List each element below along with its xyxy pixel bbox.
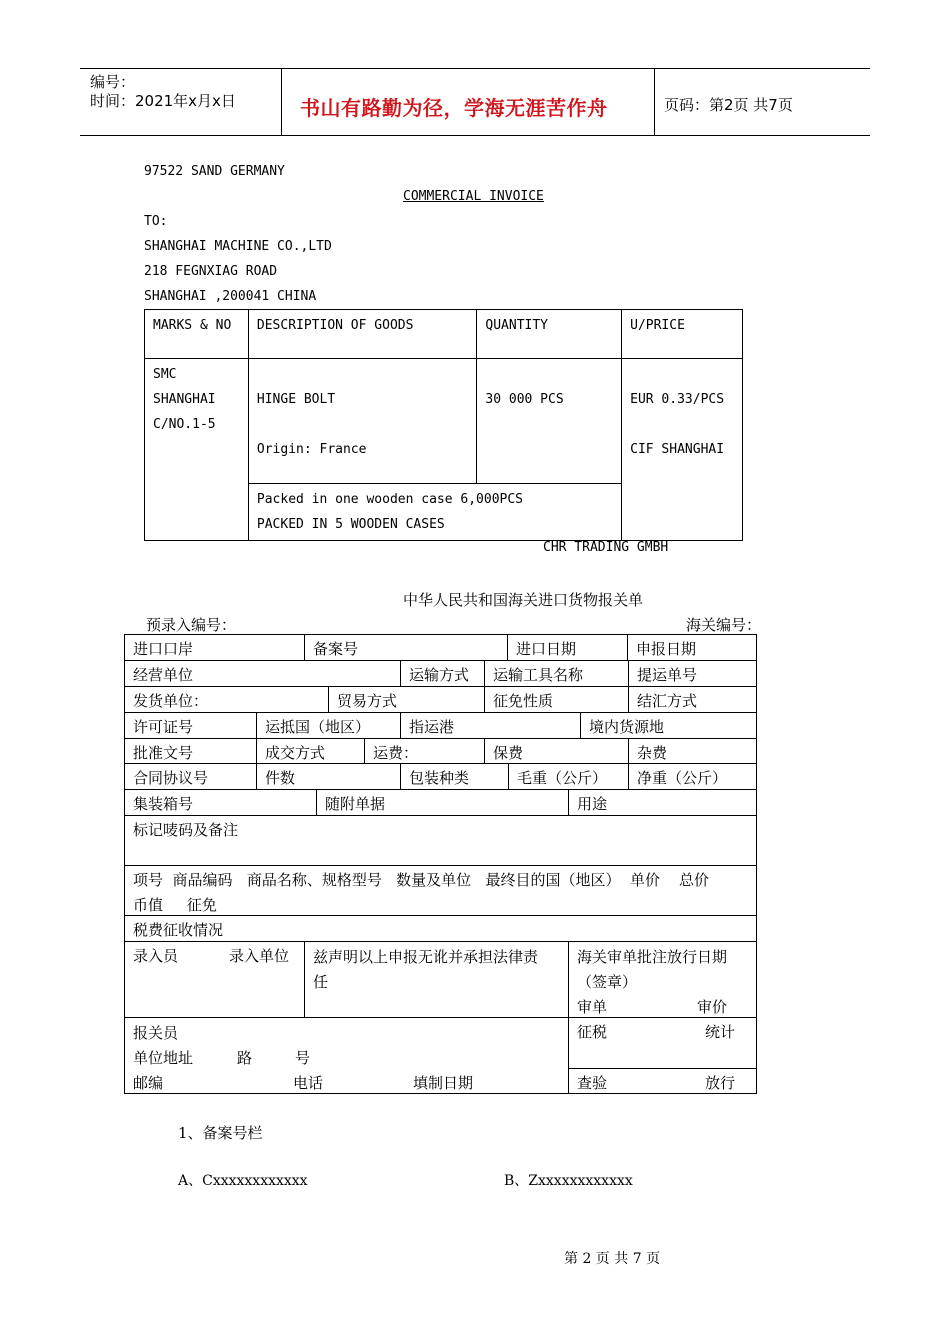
form-field-label: 备案号 [313, 640, 359, 658]
column-header-price: U/PRICE [622, 310, 743, 359]
form-field-label: 成交方式 [265, 744, 326, 762]
goods-description: HINGE BOLT [256, 392, 336, 407]
customs-number-label: 海关编号： [686, 616, 762, 634]
pre-entry-number-label: 预录入编号： [146, 616, 237, 634]
form-field-label: 合同协议号 [133, 769, 209, 787]
column-header-marks: MARKS & NO [145, 310, 249, 359]
form-row [124, 634, 757, 660]
form-field-label: 进口日期 [516, 640, 577, 658]
marks-line: C/NO.1-5 [153, 417, 216, 432]
form-field-label: 运输方式 [409, 666, 470, 684]
number-label: 号 [295, 1049, 311, 1067]
items-header-2: 币值 征免 [133, 896, 217, 914]
header-divider [654, 69, 655, 136]
form-field-label: 毛重（公斤） [517, 769, 608, 787]
column-header-quantity: QUANTITY [477, 310, 622, 359]
declarant-block [125, 1018, 474, 1093]
question-label: 1、备案号栏 [178, 1124, 263, 1142]
form-row [124, 789, 757, 815]
header-motto: 书山有路勤为径，学海无涯苦作舟 [300, 96, 608, 120]
form-field-label: 运输工具名称 [493, 666, 584, 684]
form-field-label: 包装种类 [409, 769, 470, 787]
form-field-label: 集装箱号 [133, 795, 194, 813]
option-a: A、Cxxxxxxxxxxxx [178, 1173, 308, 1189]
price-review-label: 审价 [697, 998, 728, 1016]
phone-label: 电话 [293, 1074, 324, 1092]
items-header: 项号 商品编码 商品名称、规格型号 数量及单位 最终目的国（地区） 单价 总价 [133, 871, 710, 889]
form-field-label: 经营单位 [133, 666, 194, 684]
form-row-tax [124, 915, 757, 941]
page-indicator: 页码：第2页 共7页 [664, 96, 793, 114]
tax-levy-cell [569, 1018, 736, 1068]
invoice-signatory: CHR TRADING GMBH [543, 540, 669, 555]
form-field-label: 进口口岸 [133, 640, 194, 658]
road-label: 路 [237, 1049, 253, 1067]
form-field-label: 运抵国（地区） [265, 718, 371, 736]
marks-remarks-label: 标记唛码及备注 [133, 821, 239, 839]
form-field-label: 发货单位： [133, 692, 209, 710]
form-row-items [124, 865, 757, 915]
marks-line: SHANGHAI [153, 392, 216, 407]
invoice-table [144, 309, 743, 541]
form-field-label: 申报日期 [636, 640, 697, 658]
invoice-to-label: TO: [144, 214, 168, 229]
addressee-line: SHANGHAI ,200041 CHINA [144, 289, 317, 304]
goods-origin: Origin: France [256, 442, 367, 457]
form-field-label: 保费 [493, 744, 524, 762]
addressee-line: 218 FEGNXIAG ROAD [144, 264, 278, 279]
invoice-item-row [145, 359, 743, 484]
page-footer: 第 2 页 共 7 页 [564, 1251, 661, 1267]
tax-status-label: 税费征收情况 [133, 921, 224, 939]
form-row [124, 738, 757, 763]
form-field-label: 运费： [373, 744, 419, 762]
entry-clerk-label: 录入员 [133, 947, 179, 965]
goods-quantity: 30 000 PCS [485, 392, 564, 407]
form-row [124, 712, 757, 738]
address-label: 单位地址 [133, 1049, 194, 1067]
statistics-label: 统计 [705, 1023, 736, 1041]
packing-line: PACKED IN 5 WOODEN CASES [256, 517, 445, 532]
form-field-label: 许可证号 [133, 718, 194, 736]
marks-line: SMC [153, 367, 177, 382]
form-row-declarant [124, 1017, 757, 1094]
addressee-line: SHANGHAI MACHINE CO.,LTD [144, 239, 332, 254]
form-row [124, 763, 757, 789]
form-row [124, 686, 757, 712]
entry-unit-label: 录入单位 [229, 947, 290, 965]
price-cell [622, 359, 743, 541]
invoice-header-row [145, 310, 743, 359]
form-row-declaration [124, 941, 757, 1017]
form-field-label: 结汇方式 [637, 692, 698, 710]
form-title: 中华人民共和国海关进口货物报关单 [403, 591, 644, 609]
form-field-label: 批准文号 [133, 744, 194, 762]
price-terms: CIF SHANGHAI [630, 442, 725, 457]
description-cell [248, 359, 477, 484]
invoice-sender: 97522 SAND GERMANY [144, 164, 285, 179]
form-field-label: 件数 [265, 769, 296, 787]
header-top-rule [80, 68, 870, 69]
form-field-label: 净重（公斤） [637, 769, 728, 787]
form-field-label: 指运港 [409, 718, 455, 736]
tax-levy-label: 征税 [577, 1023, 608, 1041]
quantity-cell [477, 359, 622, 484]
release-label: 放行 [705, 1074, 736, 1092]
review-label: 审单 [577, 998, 608, 1016]
form-field-label: 贸易方式 [337, 692, 398, 710]
header-bottom-rule [80, 135, 870, 136]
form-field-label: 征免性质 [493, 692, 554, 710]
form-field-label: 杂费 [637, 744, 668, 762]
document-number-label: 编号： [90, 73, 136, 91]
packing-line: Packed in one wooden case 6,000PCS [256, 492, 523, 507]
packing-cell [248, 484, 621, 541]
form-field-label: 提运单号 [637, 666, 698, 684]
marks-cell [145, 359, 249, 541]
form-field-label: 随附单据 [325, 795, 386, 813]
form-field-label: 用途 [577, 795, 608, 813]
form-row [124, 660, 757, 686]
postcode-label: 邮编 [133, 1074, 164, 1092]
option-b: B、Zxxxxxxxxxxxx [504, 1173, 633, 1189]
declaration-statement: 兹声明以上申报无讹并承担法律责 任 [313, 948, 539, 991]
approval-block: 海关审单批注放行日期 （签章） 审单 审价 [569, 942, 735, 1017]
form-field-label: 境内货源地 [589, 718, 665, 736]
declarant-label: 报关员 [133, 1024, 179, 1042]
fill-date-label: 填制日期 [413, 1074, 474, 1092]
header-divider [281, 69, 282, 136]
inspection-cell [569, 1069, 736, 1095]
form-row-marks [124, 815, 757, 865]
document-time-label: 时间：2021年x月x日 [90, 92, 236, 110]
column-header-description: DESCRIPTION OF GOODS [248, 310, 477, 359]
inspection-label: 查验 [577, 1074, 608, 1092]
unit-price: EUR 0.33/PCS [630, 392, 725, 407]
invoice-title: COMMERCIAL INVOICE [403, 189, 544, 204]
